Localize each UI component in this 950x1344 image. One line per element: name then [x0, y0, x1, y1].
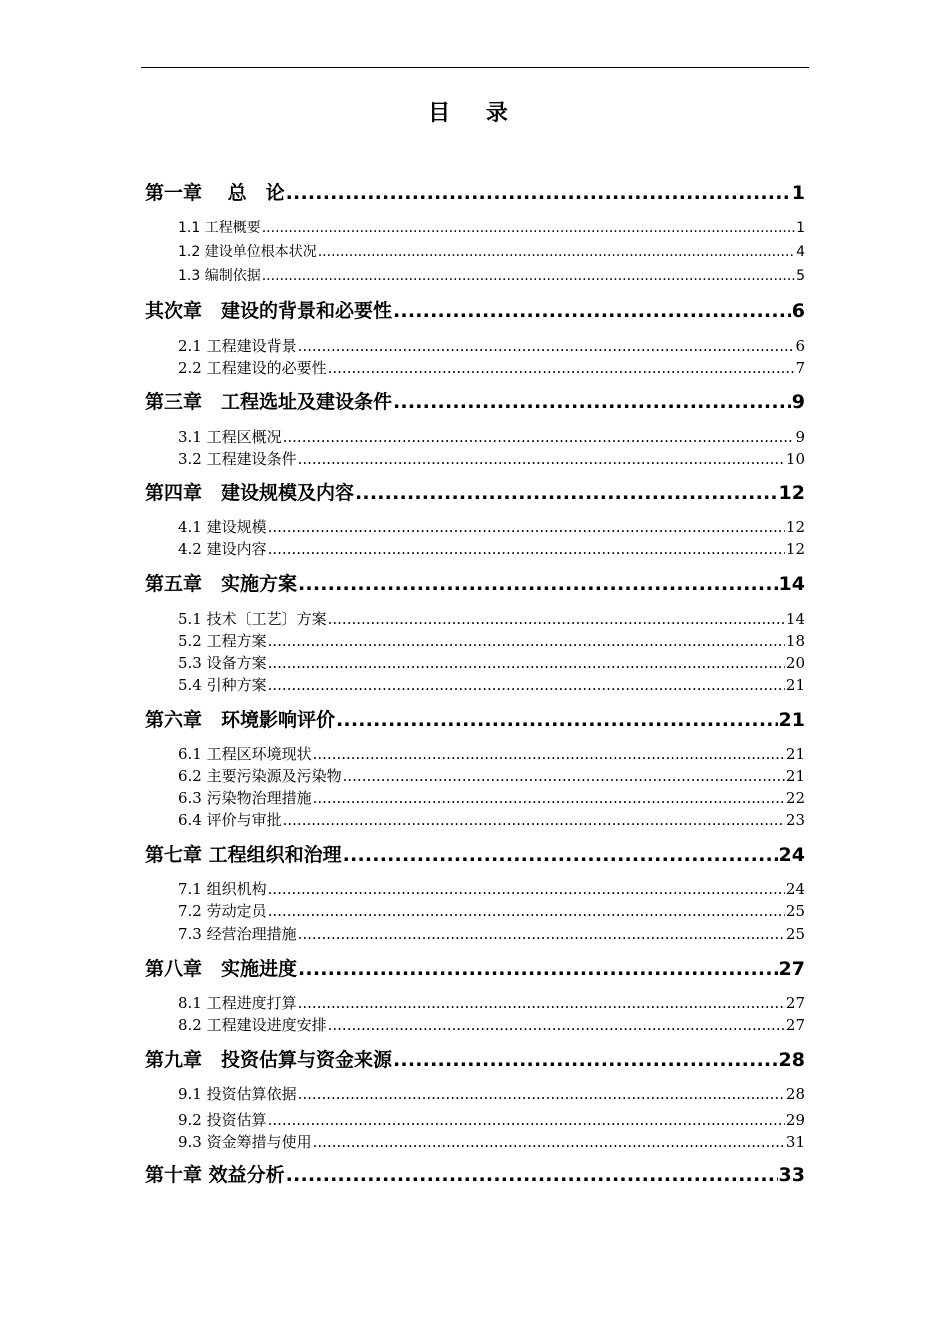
toc-page-number: 18: [785, 632, 805, 650]
toc-page-number: 23: [785, 811, 805, 829]
toc-page-number: 21: [785, 767, 805, 785]
toc-leader-dots: [283, 811, 785, 829]
toc-section-title: 6.3 污染物治理措施: [178, 789, 312, 807]
toc-leader-dots: [313, 1133, 785, 1151]
toc-section-entry[interactable]: [178, 448, 805, 469]
toc-chapter-title: 第六章 环境影响评价: [145, 709, 336, 731]
toc-page-number: 20: [785, 654, 805, 672]
toc-section-title: 9.3 资金筹措与使用: [178, 1133, 312, 1151]
toc-leader-dots: [393, 1049, 778, 1071]
toc-page-number: 31: [785, 1133, 805, 1151]
toc-section-entry[interactable]: [178, 743, 805, 764]
toc-chapter-title: 第八章 实施进度: [145, 958, 298, 980]
toc-page-number: 24: [785, 880, 805, 898]
toc-section-entry[interactable]: [178, 426, 805, 447]
page-title: 目 录: [428, 101, 522, 126]
toc-section-entry[interactable]: [178, 923, 805, 944]
toc-chapter-title: 第三章 工程选址及建设条件: [145, 391, 393, 413]
toc-section-title: 4.2 建设内容: [178, 540, 267, 558]
toc-section-entry[interactable]: [178, 674, 805, 695]
toc-section-title: 9.2 投资估算: [178, 1111, 267, 1129]
toc-section-entry[interactable]: [178, 992, 805, 1013]
toc-page-number: 10: [785, 450, 805, 468]
toc-chapter-title: 第十章 效益分析: [145, 1164, 285, 1186]
toc-section-entry[interactable]: [178, 878, 805, 899]
toc-page-number: 21: [785, 676, 805, 694]
toc-page-number: 1: [796, 220, 805, 236]
toc-page-number: 6: [795, 337, 805, 355]
toc-page-number: 27: [778, 958, 805, 980]
toc-page-number: 24: [778, 844, 805, 866]
toc-leader-dots: [268, 880, 785, 898]
toc-section-title: 2.2 工程建设的必要性: [178, 359, 327, 377]
toc-section-entry[interactable]: [178, 809, 805, 830]
toc-leader-dots: [262, 268, 795, 284]
toc-leader-dots: [336, 709, 778, 731]
toc-section-title: 8.1 工程进度打算: [178, 994, 297, 1012]
toc-section-entry[interactable]: [178, 217, 805, 237]
toc-section-title: 1.3 编制依据: [178, 268, 261, 284]
toc-page-number: 5: [796, 268, 805, 284]
toc-leader-dots: [268, 676, 785, 694]
toc-chapter-title: 第一章 总 论: [145, 182, 285, 204]
toc-section-entry[interactable]: [178, 335, 805, 356]
toc-page-number: 33: [778, 1164, 805, 1186]
toc-section-entry[interactable]: [178, 357, 805, 378]
toc-section-title: 1.2 建设单位根本状况: [178, 244, 317, 260]
toc-section-title: 5.2 工程方案: [178, 632, 267, 650]
toc-chapter-title: 第四章 建设规模及内容: [145, 482, 355, 504]
toc-leader-dots: [393, 300, 791, 322]
toc-leader-dots: [283, 428, 795, 446]
toc-page-number: 14: [785, 610, 805, 628]
toc-page-number: 6: [791, 300, 805, 322]
toc-leader-dots: [393, 391, 791, 413]
toc-leader-dots: [268, 518, 785, 536]
toc-chapter-entry[interactable]: [145, 1045, 805, 1072]
toc-page-number: 25: [785, 925, 805, 943]
toc-page-number: 22: [785, 789, 805, 807]
toc-section-title: 5.4 引种方案: [178, 676, 267, 694]
toc-section-title: 6.4 评价与审批: [178, 811, 282, 829]
toc-page-number: 28: [785, 1085, 805, 1103]
toc-section-title: 6.1 工程区环境现状: [178, 745, 312, 763]
toc-chapter-title: 第五章 实施方案: [145, 573, 298, 595]
toc-chapter-entry[interactable]: [145, 705, 805, 732]
toc-section-title: 4.1 建设规模: [178, 518, 267, 536]
toc-chapter-entry[interactable]: [145, 569, 805, 596]
toc-leader-dots: [268, 632, 785, 650]
toc-section-title: 1.1 工程概要: [178, 220, 261, 236]
toc-leader-dots: [268, 540, 785, 558]
toc-page-number: 9: [795, 428, 805, 446]
header-rule: [141, 67, 809, 68]
toc-leader-dots: [328, 610, 785, 628]
toc-chapter-entry[interactable]: [145, 296, 805, 323]
toc-page-number: 9: [791, 391, 805, 413]
toc-section-title: 3.2 工程建设条件: [178, 450, 297, 468]
toc-leader-dots: [268, 902, 785, 920]
toc-chapter-entry[interactable]: [145, 840, 805, 867]
toc-chapter-title: 其次章 建设的背景和必要性: [145, 300, 393, 322]
toc-page-number: 14: [778, 573, 805, 595]
toc-chapter-entry[interactable]: [145, 954, 805, 981]
toc-page-number: 21: [778, 709, 805, 731]
toc-section-entry[interactable]: [178, 652, 805, 673]
toc-page-number: 4: [796, 244, 805, 260]
toc-section-entry[interactable]: [178, 1083, 805, 1104]
toc-leader-dots: [286, 1164, 778, 1186]
toc-leader-dots: [298, 925, 785, 943]
toc-section-title: 7.1 组织机构: [178, 880, 267, 898]
toc-section-title: 7.2 劳动定员: [178, 902, 267, 920]
toc-leader-dots: [298, 958, 778, 980]
toc-chapter-entry[interactable]: [145, 478, 805, 505]
toc-leader-dots: [298, 573, 778, 595]
toc-page-number: 1: [791, 182, 805, 204]
toc-section-entry[interactable]: [178, 787, 805, 808]
toc-section-entry[interactable]: [178, 608, 805, 629]
toc-section-entry[interactable]: [178, 1131, 805, 1152]
toc-leader-dots: [298, 994, 785, 1012]
toc-section-title: 8.2 工程建设进度安排: [178, 1016, 327, 1034]
toc-page-number: 7: [795, 359, 805, 377]
toc-page-number: 27: [785, 994, 805, 1012]
toc-page-number: 12: [785, 518, 805, 536]
toc-leader-dots: [328, 359, 795, 377]
toc-section-entry[interactable]: [178, 265, 805, 285]
toc-leader-dots: [268, 1111, 785, 1129]
toc-leader-dots: [298, 1085, 785, 1103]
toc-section-entry[interactable]: [178, 765, 805, 786]
toc-section-title: 3.1 工程区概况: [178, 428, 282, 446]
toc-page-number: 29: [785, 1111, 805, 1129]
toc-page-number: 28: [778, 1049, 805, 1071]
toc-leader-dots: [328, 1016, 785, 1034]
toc-leader-dots: [313, 789, 785, 807]
toc-leader-dots: [298, 337, 795, 355]
toc-chapter-title: 第七章 工程组织和治理: [145, 844, 342, 866]
toc-section-entry[interactable]: [178, 900, 805, 921]
toc-leader-dots: [318, 244, 795, 260]
toc-page-number: 21: [785, 745, 805, 763]
toc-chapter-entry[interactable]: [145, 1160, 805, 1187]
toc-leader-dots: [262, 220, 795, 236]
toc-section-title: 9.1 投资估算依据: [178, 1085, 297, 1103]
toc-leader-dots: [343, 767, 785, 785]
toc-section-entry[interactable]: [178, 538, 805, 559]
toc-section-entry[interactable]: [178, 241, 805, 261]
toc-page-number: 12: [785, 540, 805, 558]
toc-section-title: 5.1 技术〔工艺〕方案: [178, 610, 327, 628]
toc-section-title: 6.2 主要污染源及污染物: [178, 767, 342, 785]
toc-leader-dots: [343, 844, 778, 866]
toc-page-number: 12: [778, 482, 805, 504]
toc-leader-dots: [313, 745, 785, 763]
toc-section-title: 2.1 工程建设背景: [178, 337, 297, 355]
toc-section-entry[interactable]: [178, 1014, 805, 1035]
toc-section-title: 7.3 经营治理措施: [178, 925, 297, 943]
toc-leader-dots: [268, 654, 785, 672]
toc-page-number: 27: [785, 1016, 805, 1034]
toc-section-entry[interactable]: [178, 630, 805, 651]
toc-section-entry[interactable]: [178, 1109, 805, 1130]
toc-chapter-entry[interactable]: [145, 178, 805, 205]
toc-chapter-title: 第九章 投资估算与资金来源: [145, 1049, 393, 1071]
toc-section-entry[interactable]: [178, 516, 805, 537]
toc-leader-dots: [286, 182, 791, 204]
toc-leader-dots: [355, 482, 778, 504]
toc-page-number: 25: [785, 902, 805, 920]
toc-section-title: 5.3 设备方案: [178, 654, 267, 672]
toc-leader-dots: [298, 450, 785, 468]
toc-chapter-entry[interactable]: [145, 387, 805, 414]
